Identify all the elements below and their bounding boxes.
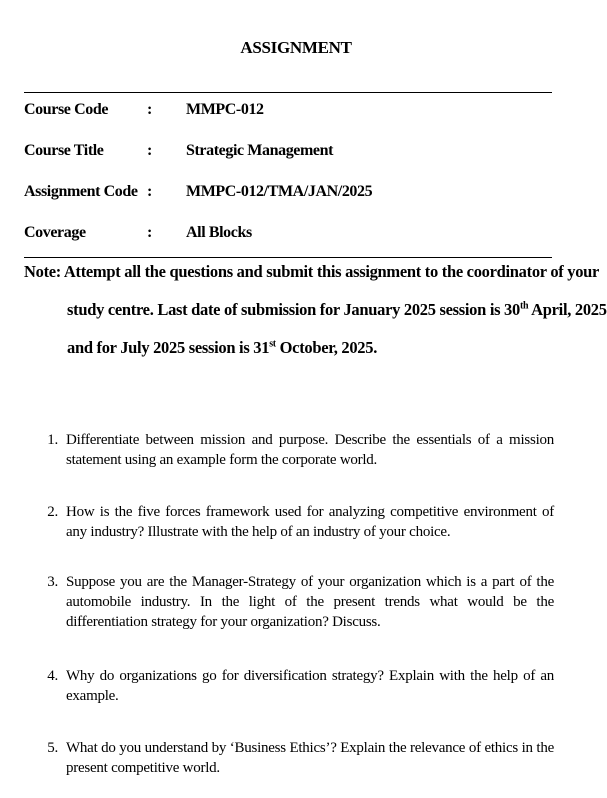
question-text: What do you understand by ‘Business Ethics’? Explain the relevance of ethics in the present competitive world. (66, 740, 554, 776)
question-item (36, 738, 554, 778)
question-text: Suppose you are the Manager-Strategy of your organization which is a part of the automobile industry. In the light of the present trends what would be the differentiation strategy for your organization? Discuss. (66, 574, 554, 630)
separator-colon: : (147, 142, 152, 159)
note-line-2-text: study centre. Last date of submission for January 2025 session is 30 (67, 300, 520, 319)
course-code-label: Course Code (24, 101, 109, 118)
note-line-3-text: and for July 2025 session is 31 (67, 338, 270, 357)
separator-colon: : (147, 224, 152, 241)
note-line-1: Note: Attempt all the questions and submit this assignment to the coordinator of your (24, 262, 600, 281)
question-number: 5. (47, 740, 58, 756)
note-line-2 (67, 300, 607, 320)
course-title-row (24, 134, 552, 175)
question-number: 2. (47, 504, 58, 520)
course-title-label: Course Title (24, 142, 104, 159)
question-item (36, 430, 554, 470)
page-title: ASSIGNMENT (240, 38, 352, 57)
course-code-value: MMPC-012 (186, 101, 264, 118)
coverage-value: All Blocks (186, 224, 252, 241)
note-line-2-end: April, 2025 (528, 300, 607, 319)
assignment-code-label: Assignment Code (24, 183, 138, 200)
course-title-value: Strategic Management (186, 142, 334, 159)
note-line-3 (67, 338, 377, 358)
question-text: How is the five forces framework used for analyzing competitive environment of any industry? Illustrate with the help of an industry of your choice. (66, 504, 554, 540)
course-code-row (24, 93, 552, 134)
question-number: 3. (47, 574, 58, 590)
separator-colon: : (147, 101, 152, 118)
question-item (36, 666, 554, 706)
note-line-3-end: October, 2025. (275, 338, 378, 357)
question-item (36, 572, 554, 632)
separator-colon: : (147, 183, 152, 200)
ordinal-suffix: st (269, 338, 276, 350)
assignment-code-value: MMPC-012/TMA/JAN/2025 (186, 183, 373, 200)
course-info-table (24, 92, 552, 258)
coverage-row (24, 216, 552, 257)
question-text: Why do organizations go for diversification strategy? Explain with the help of an example. (66, 668, 554, 704)
question-text: Differentiate between mission and purpose. Describe the essentials of a mission statement using an example form the corporate world. (66, 432, 554, 468)
assignment-code-row (24, 175, 552, 216)
question-item (36, 502, 554, 542)
coverage-label: Coverage (24, 224, 86, 241)
question-number: 1. (47, 432, 58, 448)
question-number: 4. (47, 668, 58, 684)
ordinal-suffix: th (519, 300, 529, 312)
